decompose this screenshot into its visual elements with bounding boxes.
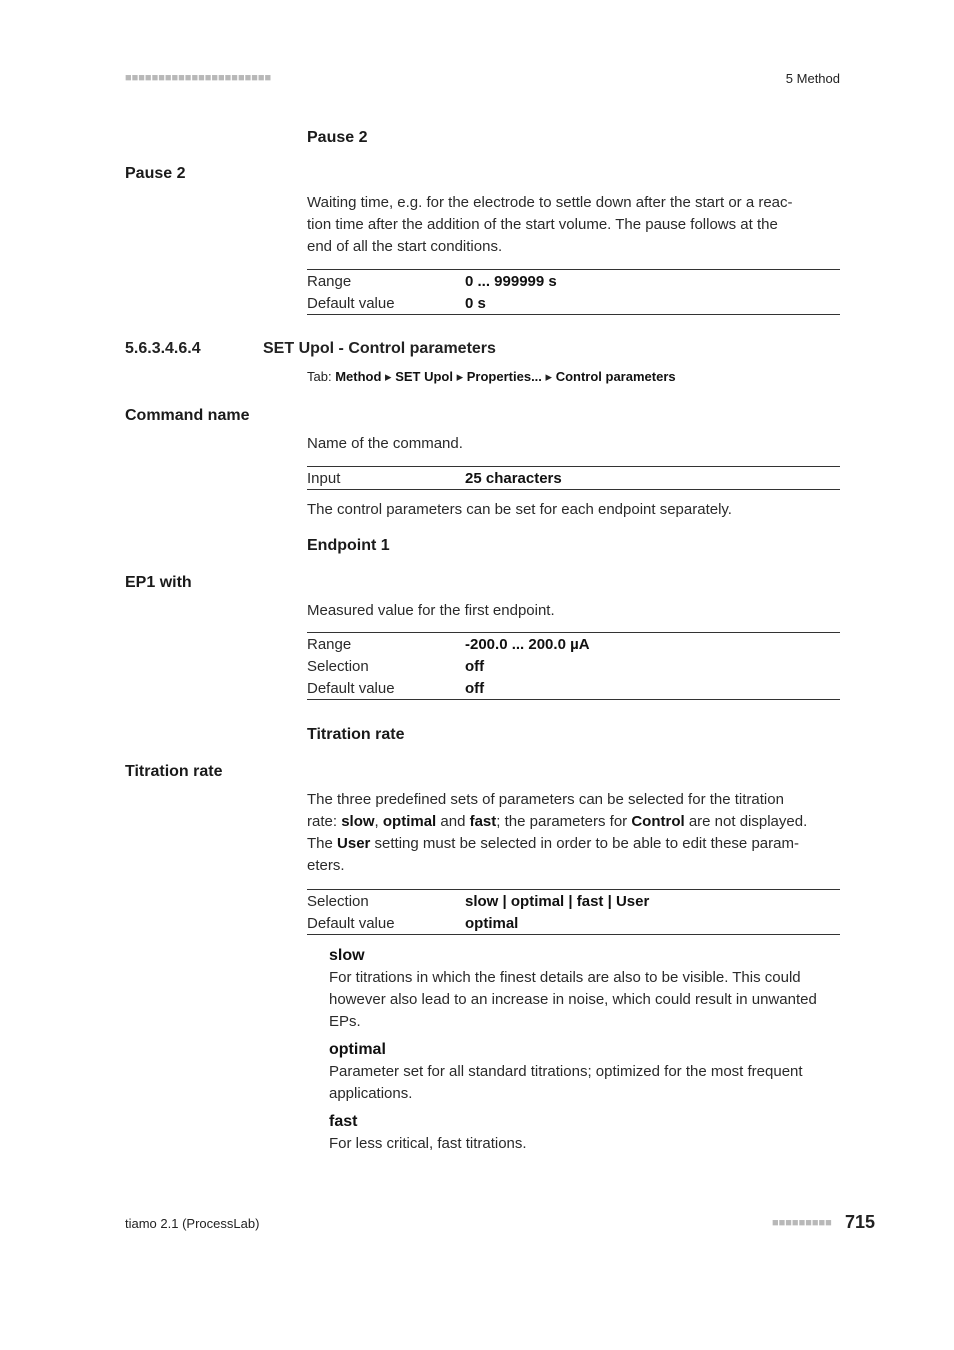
- table-row: Range 0 ... 999999 s: [307, 272, 557, 290]
- table-row: Input 25 characters: [307, 469, 562, 487]
- table-row: Default value optimal: [307, 914, 519, 932]
- pause-label: Pause 2: [125, 165, 186, 182]
- titration-subheading: Titration rate: [307, 726, 405, 743]
- endpoint-table: [307, 632, 840, 700]
- command-description: Name of the command.: [307, 435, 463, 452]
- table-row: Selection off: [307, 657, 485, 675]
- table-row: Range -200.0 ... 200.0 µA: [307, 635, 590, 653]
- option-fast: fast For less critical, fast titrations.: [329, 1113, 527, 1152]
- titration-table: [307, 889, 840, 935]
- section-title: SET Upol - Control parameters: [263, 340, 496, 357]
- table-row: Default value 0 s: [307, 294, 486, 312]
- option-slow: slow For titrations in which the finest details are also to be visible. This could however also lead to an increase in noise, which could result in unwanted EPs.: [329, 947, 817, 1030]
- table-row: Default value off: [307, 679, 485, 697]
- endpoint-subheading: Endpoint 1: [307, 537, 390, 554]
- pause-table: [307, 269, 840, 315]
- section-number: 5.6.3.4.6.4: [125, 340, 201, 357]
- header-decoration: ■■■■■■■■■■■■■■■■■■■■■■: [125, 72, 272, 84]
- titration-label: Titration rate: [125, 763, 223, 780]
- command-label: Command name: [125, 407, 250, 424]
- pause-subheading: Pause 2: [307, 129, 368, 146]
- footer-product: tiamo 2.1 (ProcessLab): [125, 1216, 260, 1231]
- command-note: The control parameters can be set for each endpoint separately.: [307, 501, 732, 518]
- endpoint-description: Measured value for the first endpoint.: [307, 602, 555, 619]
- endpoint-label: EP1 with: [125, 574, 192, 591]
- pause-description: Waiting time, e.g. for the electrode to settle down after the start or a reac- tion time after the addition of the start volume. The pause follows at the end of all the start conditions.: [307, 194, 793, 255]
- table-row: Selection slow | optimal | fast | User: [307, 892, 650, 910]
- option-optimal: optimal Parameter set for all standard titrations; optimized for the most frequent applications.: [329, 1041, 803, 1102]
- tab-path: Tab: Method ▸ SET Upol ▸ Properties... ▸ Control parameters: [307, 369, 676, 384]
- footer-decoration: ■■■■■■■■■: [772, 1217, 832, 1229]
- command-table: [307, 466, 840, 490]
- titration-description: The three predefined sets of parameters can be selected for the titration rate: slow, optimal and fast; the parameters for Control are not displayed. The User setting must be selected in order to be able to edit these param- eters.: [307, 791, 808, 874]
- header-section: 5 Method: [785, 71, 840, 86]
- page-number: 715: [845, 1212, 876, 1232]
